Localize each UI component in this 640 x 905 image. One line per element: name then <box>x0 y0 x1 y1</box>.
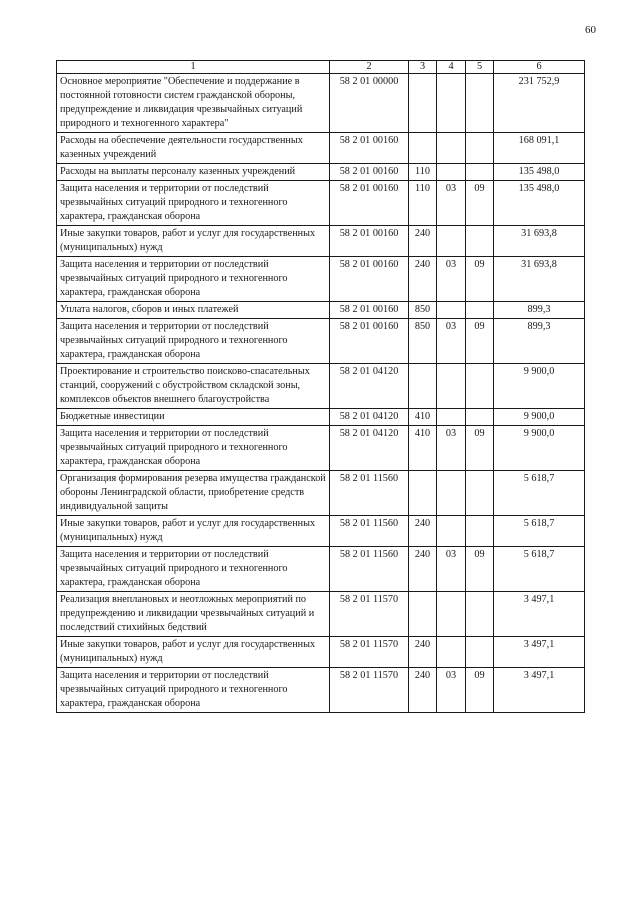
row-amount-cell: 3 497,1 <box>494 637 585 668</box>
header-col-4: 4 <box>437 61 466 74</box>
table-row <box>57 471 585 516</box>
row-section-cell: 03 <box>437 319 466 364</box>
row-expense-type-cell <box>409 133 437 164</box>
row-amount-cell: 31 693,8 <box>494 257 585 302</box>
row-expense-type-cell: 240 <box>409 257 437 302</box>
row-subsection-cell <box>466 516 494 547</box>
table-row <box>57 637 585 668</box>
row-name-cell: Защита населения и территории от последствий чрезвычайных ситуаций природного и техногенного характера, гражданская оборона <box>57 257 330 302</box>
row-subsection-cell <box>466 471 494 516</box>
row-amount-cell: 9 900,0 <box>494 364 585 409</box>
row-subsection-cell <box>466 133 494 164</box>
row-amount-cell: 3 497,1 <box>494 668 585 713</box>
row-subsection-cell <box>466 409 494 426</box>
row-section-cell <box>437 133 466 164</box>
row-name-cell: Расходы на обеспечение деятельности государственных казенных учреждений <box>57 133 330 164</box>
row-name-cell: Иные закупки товаров, работ и услуг для государственных (муниципальных) нужд <box>57 637 330 668</box>
row-amount-cell: 3 497,1 <box>494 592 585 637</box>
row-subsection-cell <box>466 74 494 133</box>
row-amount-cell: 31 693,8 <box>494 226 585 257</box>
header-col-3: 3 <box>409 61 437 74</box>
row-name-cell: Защита населения и территории от последствий чрезвычайных ситуаций природного и техногенного характера, гражданская оборона <box>57 319 330 364</box>
row-expense-type-cell <box>409 74 437 133</box>
budget-table <box>56 60 585 713</box>
row-code-cell: 58 2 01 00160 <box>330 302 409 319</box>
row-amount-cell: 5 618,7 <box>494 547 585 592</box>
row-section-cell <box>437 516 466 547</box>
row-amount-cell: 9 900,0 <box>494 426 585 471</box>
table-row <box>57 547 585 592</box>
row-expense-type-cell: 240 <box>409 637 437 668</box>
row-name-cell: Уплата налогов, сборов и иных платежей <box>57 302 330 319</box>
row-expense-type-cell <box>409 364 437 409</box>
row-subsection-cell: 09 <box>466 257 494 302</box>
row-section-cell: 03 <box>437 181 466 226</box>
row-amount-cell: 135 498,0 <box>494 164 585 181</box>
row-amount-cell: 168 091,1 <box>494 133 585 164</box>
row-name-cell: Организация формирования резерва имущества гражданской обороны Ленинградской области, приобретение средств индивидуальной защиты <box>57 471 330 516</box>
row-code-cell: 58 2 01 00160 <box>330 319 409 364</box>
row-expense-type-cell: 240 <box>409 226 437 257</box>
row-code-cell: 58 2 01 00000 <box>330 74 409 133</box>
row-expense-type-cell: 410 <box>409 426 437 471</box>
table-row <box>57 592 585 637</box>
row-name-cell: Защита населения и территории от последствий чрезвычайных ситуаций природного и техногенного характера, гражданская оборона <box>57 668 330 713</box>
row-code-cell: 58 2 01 00160 <box>330 164 409 181</box>
row-expense-type-cell: 850 <box>409 302 437 319</box>
row-code-cell: 58 2 01 11570 <box>330 592 409 637</box>
table-row <box>57 409 585 426</box>
row-code-cell: 58 2 01 04120 <box>330 426 409 471</box>
row-amount-cell: 231 752,9 <box>494 74 585 133</box>
table-row <box>57 74 585 133</box>
row-code-cell: 58 2 01 00160 <box>330 181 409 226</box>
row-amount-cell: 899,3 <box>494 319 585 364</box>
row-expense-type-cell: 850 <box>409 319 437 364</box>
row-name-cell: Основное мероприятие "Обеспечение и поддержание в постоянной готовности систем гражданской обороны, предупреждение и ликвидация чрезвычайных ситуаций природного и техногенного характера" <box>57 74 330 133</box>
row-section-cell <box>437 302 466 319</box>
table-row <box>57 181 585 226</box>
table-row <box>57 516 585 547</box>
row-subsection-cell: 09 <box>466 668 494 713</box>
table-row <box>57 668 585 713</box>
table-row <box>57 426 585 471</box>
row-amount-cell: 9 900,0 <box>494 409 585 426</box>
row-section-cell: 03 <box>437 547 466 592</box>
row-name-cell: Бюджетные инвестиции <box>57 409 330 426</box>
row-name-cell: Иные закупки товаров, работ и услуг для государственных (муниципальных) нужд <box>57 516 330 547</box>
row-subsection-cell: 09 <box>466 426 494 471</box>
table-row <box>57 257 585 302</box>
row-expense-type-cell <box>409 471 437 516</box>
row-subsection-cell: 09 <box>466 319 494 364</box>
row-subsection-cell <box>466 302 494 319</box>
row-name-cell: Иные закупки товаров, работ и услуг для государственных (муниципальных) нужд <box>57 226 330 257</box>
row-subsection-cell <box>466 637 494 668</box>
row-section-cell <box>437 74 466 133</box>
row-subsection-cell <box>466 592 494 637</box>
row-expense-type-cell: 240 <box>409 516 437 547</box>
header-col-1: 1 <box>57 61 330 74</box>
row-code-cell: 58 2 01 00160 <box>330 257 409 302</box>
table-row <box>57 164 585 181</box>
table-row <box>57 133 585 164</box>
row-section-cell <box>437 592 466 637</box>
header-col-6: 6 <box>494 61 585 74</box>
header-row <box>57 61 585 74</box>
row-section-cell <box>437 226 466 257</box>
row-code-cell: 58 2 01 11570 <box>330 637 409 668</box>
row-expense-type-cell: 110 <box>409 164 437 181</box>
table-row <box>57 226 585 257</box>
row-amount-cell: 135 498,0 <box>494 181 585 226</box>
row-amount-cell: 5 618,7 <box>494 516 585 547</box>
row-amount-cell: 5 618,7 <box>494 471 585 516</box>
table-row <box>57 319 585 364</box>
row-subsection-cell <box>466 364 494 409</box>
row-section-cell: 03 <box>437 668 466 713</box>
row-section-cell <box>437 364 466 409</box>
row-section-cell <box>437 409 466 426</box>
row-expense-type-cell: 240 <box>409 547 437 592</box>
row-code-cell: 58 2 01 00160 <box>330 226 409 257</box>
row-name-cell: Защита населения и территории от последствий чрезвычайных ситуаций природного и техногенного характера, гражданская оборона <box>57 547 330 592</box>
header-col-5: 5 <box>466 61 494 74</box>
row-code-cell: 58 2 01 11560 <box>330 471 409 516</box>
row-code-cell: 58 2 01 00160 <box>330 133 409 164</box>
row-subsection-cell <box>466 226 494 257</box>
row-section-cell: 03 <box>437 257 466 302</box>
row-expense-type-cell: 410 <box>409 409 437 426</box>
row-subsection-cell: 09 <box>466 547 494 592</box>
table-row <box>57 302 585 319</box>
row-section-cell <box>437 164 466 181</box>
header-col-2: 2 <box>330 61 409 74</box>
row-name-cell: Расходы на выплаты персоналу казенных учреждений <box>57 164 330 181</box>
row-code-cell: 58 2 01 04120 <box>330 364 409 409</box>
row-expense-type-cell: 240 <box>409 668 437 713</box>
row-code-cell: 58 2 01 11560 <box>330 516 409 547</box>
row-subsection-cell: 09 <box>466 181 494 226</box>
row-code-cell: 58 2 01 11560 <box>330 547 409 592</box>
row-amount-cell: 899,3 <box>494 302 585 319</box>
row-subsection-cell <box>466 164 494 181</box>
row-expense-type-cell: 110 <box>409 181 437 226</box>
row-name-cell: Защита населения и территории от последствий чрезвычайных ситуаций природного и техногенного характера, гражданская оборона <box>57 181 330 226</box>
row-expense-type-cell <box>409 592 437 637</box>
row-section-cell <box>437 471 466 516</box>
row-section-cell <box>437 637 466 668</box>
row-code-cell: 58 2 01 04120 <box>330 409 409 426</box>
row-section-cell: 03 <box>437 426 466 471</box>
row-name-cell: Проектирование и строительство поисково-спасательных станций, сооружений с обустройством складской зоны, комплексов объектов внешнего благоустройства <box>57 364 330 409</box>
row-code-cell: 58 2 01 11570 <box>330 668 409 713</box>
table-row <box>57 364 585 409</box>
row-name-cell: Защита населения и территории от последствий чрезвычайных ситуаций природного и техногенного характера, гражданская оборона <box>57 426 330 471</box>
row-name-cell: Реализация внеплановых и неотложных мероприятий по предупреждению и ликвидации чрезвычайных ситуаций и последствий стихийных бедствий <box>57 592 330 637</box>
page-number: 60 <box>585 24 596 36</box>
